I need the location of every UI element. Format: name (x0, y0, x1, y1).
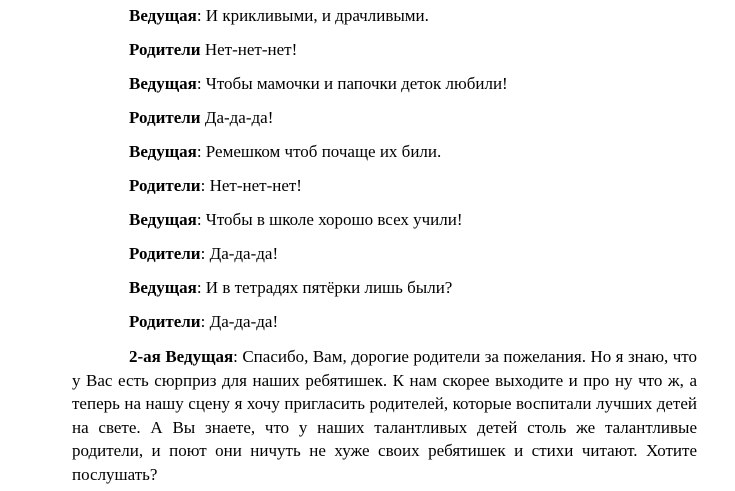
speaker-separator: : (196, 142, 206, 161)
speaker-name: Родители (129, 244, 201, 263)
paragraph-separator: : (233, 347, 243, 366)
speaker-name: Ведущая (129, 210, 197, 229)
dialogue-line-2 (129, 40, 297, 60)
dialogue-line-10 (129, 312, 278, 332)
dialogue-text: И крикливыми, и драчливыми. (205, 6, 429, 25)
speaker-name: Ведущая (129, 142, 197, 161)
speaker-name: Родители (129, 176, 201, 195)
speaker-separator: : (196, 278, 206, 297)
speaker-separator: : (200, 312, 210, 331)
dialogue-line-8 (129, 244, 278, 264)
speaker-separator: : (196, 74, 206, 93)
dialogue-line-9 (129, 278, 452, 298)
speaker-separator: : (196, 6, 206, 25)
dialogue-line-3 (129, 74, 508, 94)
dialogue-text: И в тетрадях пятёрки лишь были? (205, 278, 453, 297)
dialogue-line-7 (129, 210, 463, 230)
dialogue-line-5 (129, 142, 441, 162)
speaker-separator: : (196, 210, 206, 229)
dialogue-text: Чтобы в школе хорошо всех учили! (205, 210, 463, 229)
dialogue-text: Да-да-да! (209, 312, 279, 331)
dialogue-text: Ремешком чтоб почаще их били. (205, 142, 442, 161)
dialogue-line-4 (129, 108, 273, 128)
paragraph-text: Спасибо, Вам, дорогие родители за пожелания. Но я знаю, что у Вас есть сюрприз для наших ребятишек. К нам скорее выходите и про ну что ж, а теперь на нашу сцену я хочу пригласить родителей, которые воспитали лучших детей на свете. А Вы знаете, что у наших талантливых детей столь же талантливые родители, и поют они ничуть не хуже своих ребятишек и стихи читают. Хотите послушать? (72, 347, 697, 484)
speaker-name: Ведущая (129, 6, 197, 25)
paragraph-speaker: 2-ая Ведущая (129, 347, 234, 366)
speaker-separator: : (200, 176, 210, 195)
speaker-name: Родители (129, 312, 201, 331)
speaker-name: Ведущая (129, 278, 197, 297)
speaker-name: Родители (129, 40, 201, 59)
closing-paragraph (72, 345, 697, 486)
speaker-separator: : (200, 244, 210, 263)
dialogue-line-1 (129, 6, 429, 26)
dialogue-text: Чтобы мамочки и папочки деток любили! (205, 74, 508, 93)
speaker-name: Родители (129, 108, 201, 127)
speaker-name: Ведущая (129, 74, 197, 93)
dialogue-text: Да-да-да! (204, 108, 274, 127)
dialogue-line-6 (129, 176, 302, 196)
dialogue-text: Нет-нет-нет! (204, 40, 298, 59)
dialogue-text: Да-да-да! (209, 244, 279, 263)
dialogue-text: Нет-нет-нет! (209, 176, 302, 195)
